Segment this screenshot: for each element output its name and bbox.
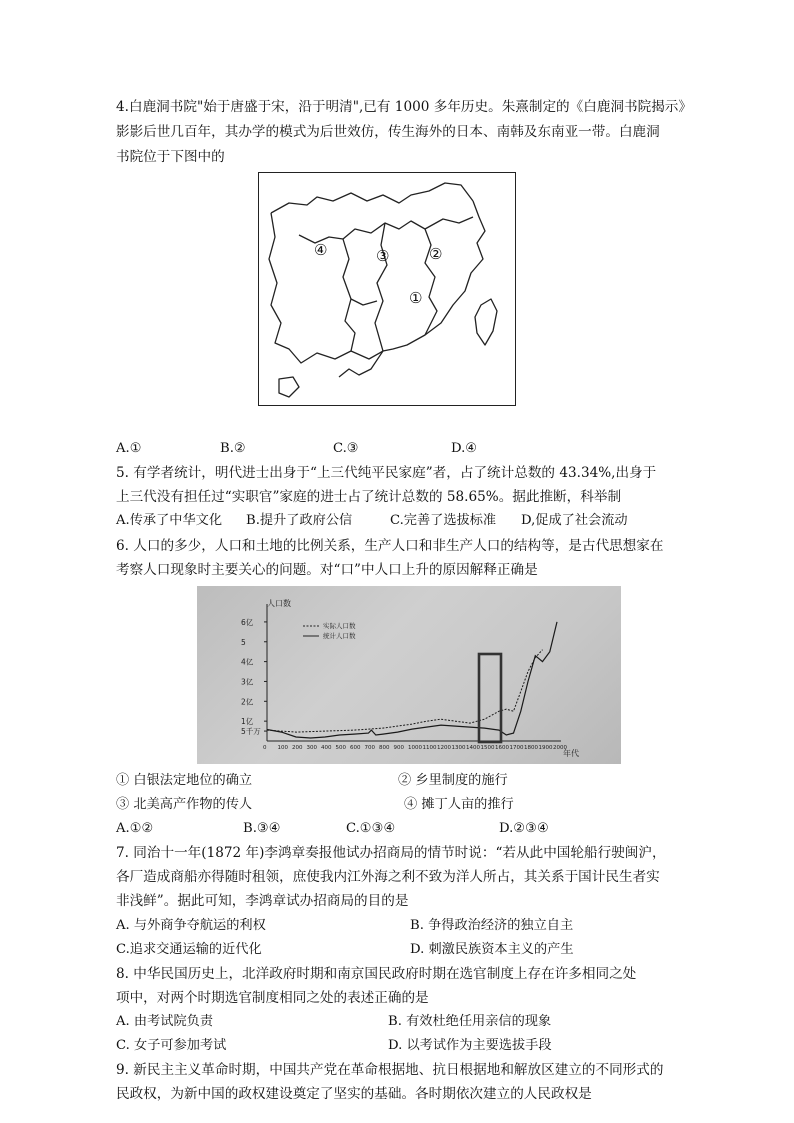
chart-x-tick-label: 500 — [335, 745, 346, 751]
q6-line-1: 6. 人口的多少，人口和土地的比例关系，生产人口和非生产人口的结构等，是古代思想家在 — [116, 538, 664, 554]
chart-x-tick-label: 1500 — [480, 745, 495, 751]
q6-line-2: 考察人口现象时主要关心的问题。对“口”中人口上升的原因解释正确是 — [116, 562, 538, 578]
q8-line-2: 项中，对两个时期选官制度相同之处的表述正确的是 — [116, 990, 429, 1006]
chart-y-tick-label: 3亿 — [241, 677, 254, 687]
q5-line-1: 5. 有学者统计，明代进士出身于“上三代纯平民家庭”者，占了统计总数的 43.34%,出身于 — [116, 465, 657, 481]
q6-option-a[interactable]: A.①② — [116, 821, 154, 836]
q4-line-1: 4.白鹿洞书院"始于唐盛于宋，沿于明清",已有 1000 多年历史。朱熹制定的《白鹿洞书院揭示》 — [116, 99, 692, 115]
chart-x-tick-label: 300 — [306, 745, 317, 751]
q4-option-d[interactable]: D.④ — [451, 441, 478, 456]
chart-xlabel: 年代 — [563, 749, 579, 758]
population-chart-svg — [197, 586, 621, 764]
q6-option-b[interactable]: B.③④ — [243, 821, 281, 836]
q5-option-d[interactable]: D,促成了社会流动 — [521, 513, 628, 528]
chart-x-tick-label: 1800 — [524, 745, 538, 751]
q9-line-1: 9. 新民主主义革命时期，中国共产党在革命根据地、抗日根据地和解放区建立的不同形式的 — [116, 1062, 664, 1078]
q8-line-1: 8. 中华民国历史上，北洋政府时期和南京国民政府时期在选官制度上存在许多相同之处 — [116, 966, 637, 982]
chart-y-tick-label: 4亿 — [241, 657, 254, 667]
q7-option-b[interactable]: B. 争得政治经济的独立自主 — [410, 918, 574, 933]
q8-option-a[interactable]: A. 由考试院负责 — [116, 1014, 214, 1029]
q5-line-2: 上三代没有担任过“实职官”家庭的进士占了统计总数的 58.65%。据此推断，科举制 — [116, 489, 622, 505]
q7-line-1: 7. 同治十一年(1872 年)李鸿章奏报他试办招商局的情节时说：“若从此中国轮船行驶闽沪， — [116, 845, 666, 861]
map-island-taiwan — [475, 299, 497, 345]
chart-x-tick-label: 700 — [364, 745, 375, 751]
chart-x-tick-label: 1400 — [466, 745, 480, 751]
q7-line-3: 非浅鲜”。据此可知，李鸿章试办招商局的目的是 — [116, 893, 409, 909]
chart-y-tick-label: 5 — [241, 637, 246, 647]
map-label-1: ① — [409, 289, 423, 307]
q7-option-c[interactable]: C.追求交通运输的近代化 — [116, 942, 262, 957]
chart-x-tick-label: 1900 — [538, 745, 553, 751]
map-drawing — [259, 173, 515, 405]
chart-y-tick-label: 6亿 — [241, 617, 254, 627]
chart-x-tick-label: 2000 — [553, 745, 567, 751]
q4-option-b[interactable]: B.② — [220, 441, 246, 456]
q8-option-b[interactable]: B. 有效杜绝任用亲信的现象 — [388, 1014, 552, 1029]
q6-statement-4: ④ 摊丁人亩的推行 — [404, 797, 514, 812]
q6-statement-2: ② 乡里制度的施行 — [398, 773, 508, 788]
chart-x-tick-label: 1600 — [495, 745, 509, 751]
legend-label: 统计人口数 — [323, 632, 356, 640]
map-border-e — [425, 217, 473, 229]
chart-y-tick-label: 1亿 — [241, 717, 254, 727]
q4-option-c[interactable]: C.③ — [333, 441, 359, 456]
q6-option-c[interactable]: C.①③④ — [346, 821, 396, 836]
map-label-4: ④ — [314, 241, 328, 259]
q8-option-c[interactable]: C. 女子可参加考试 — [116, 1038, 227, 1053]
q4-line-3: 书院位于下图中的 — [116, 149, 225, 165]
map-border-g — [351, 299, 377, 305]
q4-line-2: 影影后世几百年，其办学的模式为后世效仿，传生海外的日本、南韩及东南亚一带。白鹿洞 — [116, 124, 660, 140]
q6-statement-3: ③ 北美高产作物的传人 — [116, 797, 253, 812]
map-border-b — [343, 239, 355, 351]
series-line-statistical — [267, 622, 557, 738]
chart-x-tick-label: 1200 — [437, 745, 451, 751]
q5-option-b[interactable]: B.提升了政府公信 — [246, 513, 353, 528]
q6-option-d[interactable]: D.②③④ — [499, 821, 549, 836]
chart-x-tick-label: 100 — [277, 745, 288, 751]
q9-line-2: 民政权，为新中国的政权建设奠定了坚实的基础。各时期依次建立的人民政权是 — [116, 1086, 592, 1102]
q6-statement-1: ① 白银法定地位的确立 — [116, 773, 253, 788]
chart-y-tick-label: 5千万 — [241, 727, 261, 737]
chart-x-tick-label: 1700 — [509, 745, 524, 751]
q8-option-d[interactable]: D. 以考试作为主要选拔手段 — [388, 1038, 552, 1053]
chart-x-tick-label: 200 — [292, 745, 303, 751]
q7-option-a[interactable]: A. 与外商争夺航运的利权 — [116, 918, 266, 933]
map-island-hainan — [279, 377, 299, 397]
chart-x-tick-label: 0 — [263, 745, 267, 751]
chart-x-tick-label: 600 — [350, 745, 361, 751]
map-border-d — [375, 223, 390, 351]
map-figure — [258, 172, 516, 406]
chart-x-tick-label: 800 — [379, 745, 390, 751]
q7-option-d[interactable]: D. 刺激民族资本主义的产生 — [410, 942, 574, 957]
q5-option-a[interactable]: A.传承了中华文化 — [116, 513, 223, 528]
legend-label: 实际人口数 — [323, 622, 356, 630]
chart-x-tick-label: 400 — [321, 745, 332, 751]
map-border-north — [271, 183, 473, 213]
map-label-2: ② — [429, 245, 443, 263]
chart-y-tick-label: 2亿 — [241, 697, 254, 707]
q7-line-2: 各厂造成商船亦得随时租领，庶使我内江外海之利不致为洋人所占，其关系于国计民生者实 — [116, 869, 660, 885]
chart-x-tick-label: 1000 — [408, 745, 422, 751]
population-chart — [197, 586, 621, 764]
chart-x-tick-label: 1100 — [422, 745, 437, 751]
chart-x-tick-label: 1300 — [451, 745, 466, 751]
chart-ylabel: 人口数 — [267, 599, 291, 608]
q4-option-a[interactable]: A.① — [116, 441, 142, 456]
chart-x-tick-label: 900 — [393, 745, 404, 751]
map-label-3: ③ — [376, 247, 390, 265]
q5-option-c[interactable]: C.完善了选拔标准 — [390, 513, 497, 528]
map-border-west — [269, 213, 383, 363]
